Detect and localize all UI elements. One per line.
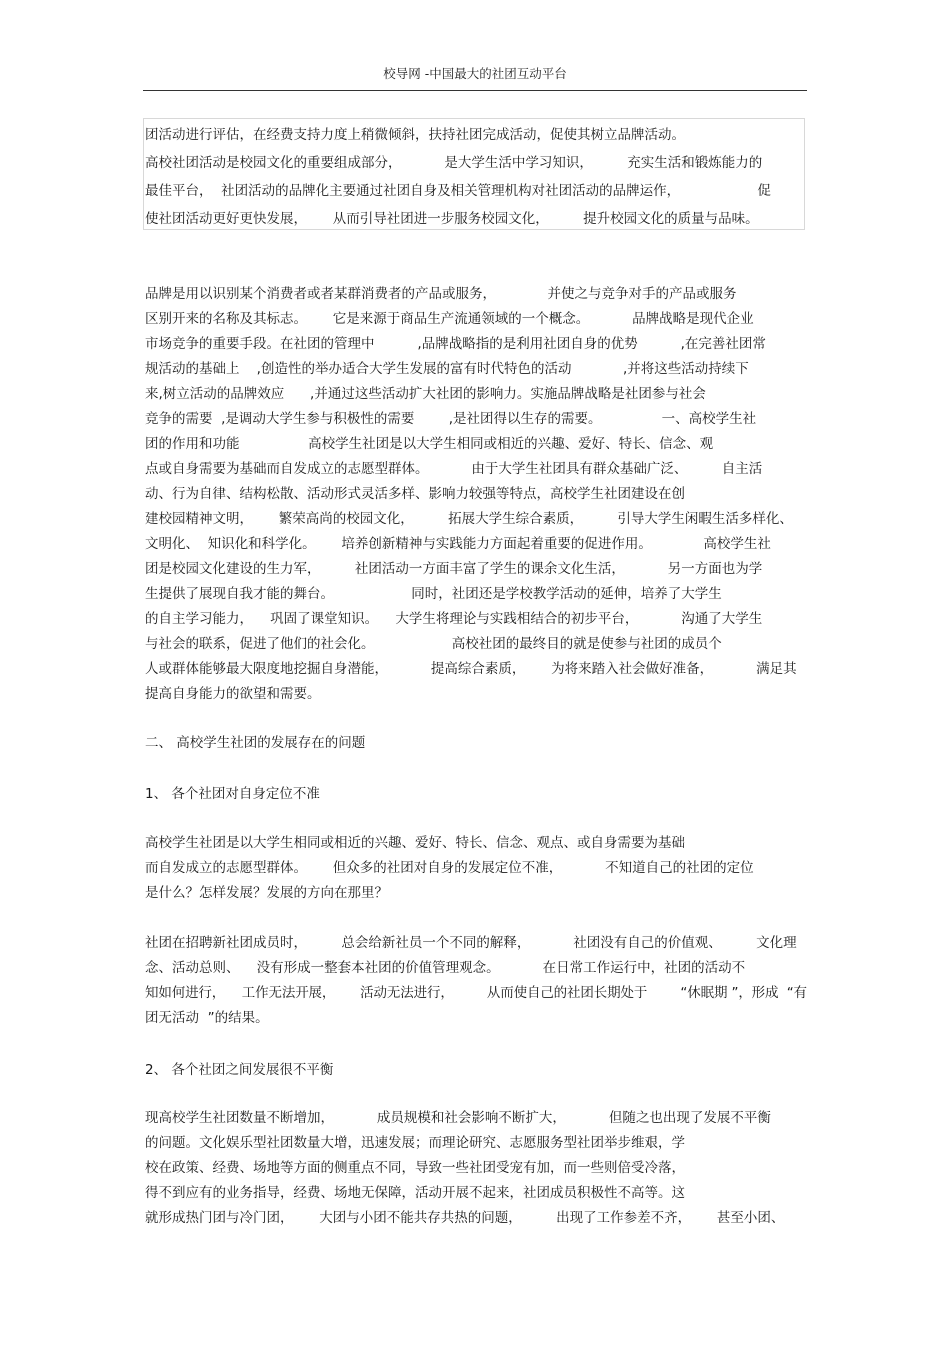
sub1-para1-line-1: 高校学生社团是以大学生相同或相近的兴趣、爱好、特长、信念、观点、或自身需要为基础 — [145, 835, 685, 851]
sub1-para1-line-2: 而自发成立的志愿型群体。 但众多的社团对自身的发展定位不准， 不知道自己的社团的定位 — [145, 860, 754, 876]
body-line-16: 人或群体能够最大限度地挖掘自身潜能， 提高综合素质， 为将来踏入社会做好准备， 满足其 — [145, 661, 797, 677]
body-line-5: 来,树立活动的品牌效应 ,并通过这些活动扩大社团的影响力。实施品牌战略是社团参与社会 — [145, 386, 706, 402]
sub1-para2-line-2: 念、活动总则、 没有形成一整套本社团的价值管理观念。 在日常工作运行中，社团的活动不 — [145, 960, 746, 976]
sub2-para-line-1: 现高校学生社团数量不断增加， 成员规模和社会影响不断扩大， 但随之也出现了发展不平衡 — [145, 1110, 771, 1126]
body-line-7: 团的作用和功能 高校学生社团是以大学生相同或相近的兴趣、爱好、特长、信念、观 — [145, 436, 714, 452]
body-line-3: 市场竞争的重要手段。在社团的管理中 ,品牌战略指的是利用社团自身的优势 ,在完善社团常 — [145, 336, 766, 352]
sub1-para2-line-3: 知如何进行， 工作无法开展， 活动无法进行， 从而使自己的社团长期处于 “休眠期 ”，形成 “有 — [145, 985, 807, 1001]
body-line-2: 区别开来的名称及其标志。 它是来源于商品生产流通领域的一个概念。 品牌战略是现代企业 — [145, 311, 754, 327]
sub1-para1-line-3: 是什么？怎样发展？发展的方向在那里？ — [145, 885, 388, 901]
section-heading-2: 二、 高校学生社团的发展存在的问题 — [145, 735, 366, 751]
sub1-para2-line-4: 团无活动 ”的结果。 — [145, 1010, 269, 1026]
body-line-11: 文明化、 知识化和科学化。 培养创新精神与实践能力方面起着重要的促进作用。 高校学生社 — [145, 536, 771, 552]
subheading-2: 2、 各个社团之间发展很不平衡 — [145, 1062, 334, 1078]
box-line-1: 团活动进行评估，在经费支持力度上稍微倾斜，扶持社团完成活动，促使其树立品牌活动。 — [145, 127, 685, 143]
body-line-17: 提高自身能力的欲望和需要。 — [145, 686, 321, 702]
box-line-4: 使社团活动更好更快发展， 从而引导社团进一步服务校园文化， 提升校园文化的质量与品味。 — [145, 211, 759, 227]
box-line-3: 最佳平台， 社团活动的品牌化主要通过社团自身及相关管理机构对社团活动的品牌运作， 促 — [145, 183, 771, 199]
body-line-14: 的自主学习能力， 巩固了课堂知识。 大学生将理论与实践相结合的初步平台， 沟通了大学生 — [145, 611, 763, 627]
body-line-10: 建校园精神文明， 繁荣高尚的校园文化， 拓展大学生综合素质， 引导大学生闲暇生活多样化、 — [145, 511, 793, 527]
sub1-para2-line-1: 社团在招聘新社团成员时， 总会给新社员一个不同的解释， 社团没有自己的价值观、 文化理 — [145, 935, 797, 951]
body-line-15: 与社会的联系，促进了他们的社会化。 高校社团的最终目的就是使参与社团的成员个 — [145, 636, 722, 652]
body-line-1: 品牌是用以识别某个消费者或者某群消费者的产品或服务， 并使之与竞争对手的产品或服务 — [145, 286, 737, 302]
body-line-8: 点或自身需要为基础而自发成立的志愿型群体。 由于大学生社团具有群众基础广泛、 自主活 — [145, 461, 763, 477]
body-line-9: 动、行为自律、结构松散、活动形式灵活多样、影响力较强等特点，高校学生社团建设在创 — [145, 486, 685, 502]
header-divider — [143, 90, 807, 91]
sub2-para-line-2: 的问题。文化娱乐型社团数量大增，迅速发展；而理论研究、志愿服务型社团举步维艰，学 — [145, 1135, 685, 1151]
sub2-para-line-3: 校在政策、经费、场地等方面的侧重点不同，导致一些社团受宠有加，而一些则倍受冷落， — [145, 1160, 685, 1176]
body-line-6: 竞争的需要 ,是调动大学生参与积极性的需要 ,是社团得以生存的需要。 一、高校学生社 — [145, 411, 757, 427]
body-line-13: 生提供了展现自我才能的舞台。 同时，社团还是学校教学活动的延伸，培养了大学生 — [145, 586, 722, 602]
box-line-2: 高校社团活动是校园文化的重要组成部分， 是大学生活中学习知识， 充实生活和锻炼能力的 — [145, 155, 763, 171]
sub2-para-line-4: 得不到应有的业务指导，经费、场地无保障，活动开展不起来，社团成员积极性不高等。这 — [145, 1185, 685, 1201]
sub2-para-line-5: 就形成热门团与冷门团， 大团与小团不能共存共热的问题， 出现了工作参差不齐， 甚至小团、 — [145, 1210, 785, 1226]
body-line-4: 规活动的基础上 ,创造性的举办适合大学生发展的富有时代特色的活动 ,并将这些活动持续下 — [145, 361, 749, 377]
body-line-12: 团是校园文化建设的生力军， 社团活动一方面丰富了学生的课余文化生活， 另一方面也为学 — [145, 561, 763, 577]
page-header: 校导网 -中国最大的社团互动平台 — [383, 66, 567, 81]
subheading-1: 1、 各个社团对自身定位不准 — [145, 786, 320, 802]
